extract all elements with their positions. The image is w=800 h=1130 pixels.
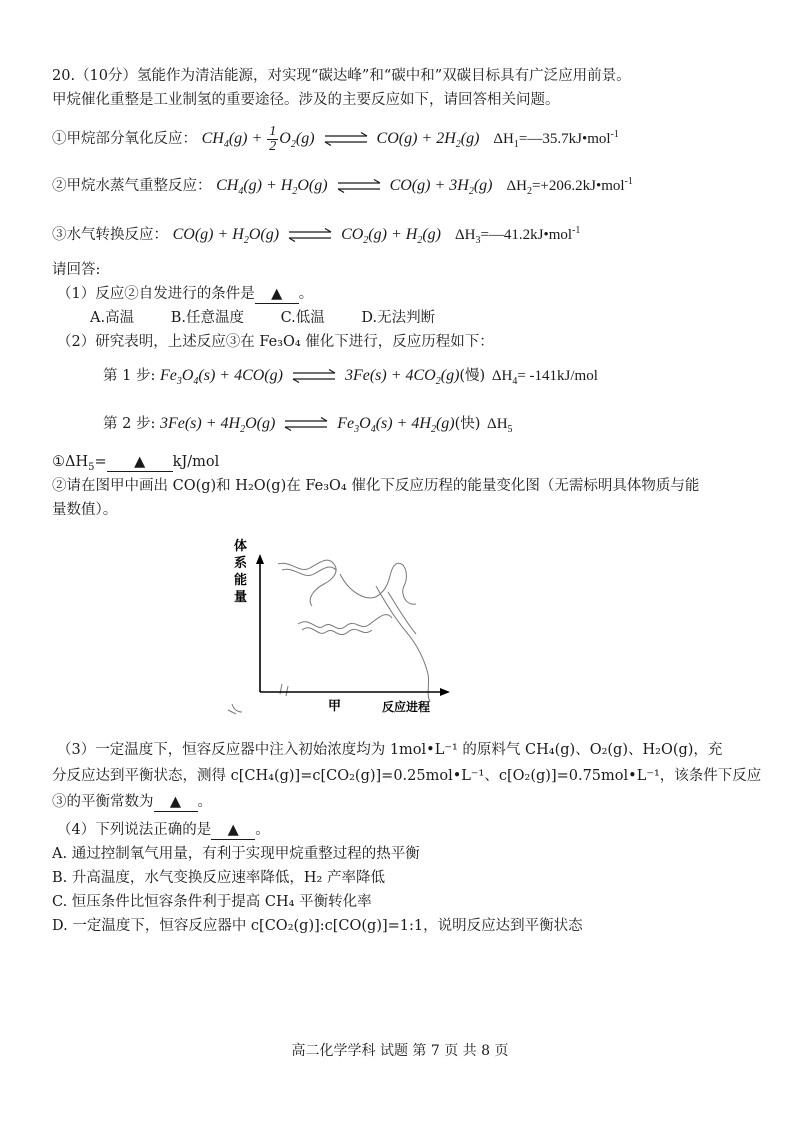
q4-option-d[interactable]: D. 一定温度下，恒容反应器中 c[CO₂(g)]:c[CO(g)]=1:1，说明反应达到平衡状态 bbox=[52, 918, 583, 934]
q2-step-2: 第 2 步: $3Fe(s) + 4H_2O(g) Fe_3O_4(s) + 4H_2(g)$(快) $\Delta H_5$ bbox=[103, 415, 513, 436]
equilibrium-arrow-icon bbox=[336, 179, 382, 193]
reaction-1-equation: $CH_4(g)$ + $\frac{1}{2}$ $O_2(g) CO(g) + 2H_2(g)$ bbox=[201, 123, 480, 154]
q3-line-3: ③的平衡常数为 ▲ 。 bbox=[52, 794, 212, 810]
y-axis-label-3: 能 bbox=[234, 573, 248, 588]
intro-line-1: 氢能作为清洁能源，对实现“碳达峰”和“碳中和”双碳目标具有广泛应用前景。 bbox=[137, 68, 631, 84]
y-axis-label-1: 体 bbox=[234, 539, 248, 554]
question-score: （10分） bbox=[75, 68, 138, 84]
q4-stem: （4）下列说法正确的是 ▲ 。 bbox=[57, 822, 270, 838]
q2-answer-blank[interactable]: ▲ bbox=[107, 453, 173, 472]
q4-option-b[interactable]: B. 升高温度，水气变换反应速率降低，H₂ 产率降低 bbox=[52, 870, 385, 886]
y-axis-label-4: 量 bbox=[234, 590, 248, 605]
reaction-2-label: ②甲烷水蒸气重整反应： bbox=[52, 178, 212, 194]
q4-option-a[interactable]: A. 通过控制氧气用量，有利于实现甲烷重整过程的热平衡 bbox=[52, 846, 420, 862]
reaction-2-enthalpy: $\Delta H_2=+206.2kJ•mol^{-1}$ bbox=[506, 176, 633, 197]
energy-diagram bbox=[220, 534, 450, 718]
question-number: 20. bbox=[52, 68, 76, 84]
reaction-1-enthalpy: $\Delta H_1=—35.7kJ•mol^{-1}$ bbox=[493, 129, 619, 150]
question-header bbox=[52, 66, 631, 86]
q1-option-c[interactable]: C.低温 bbox=[280, 310, 325, 326]
q2-stem: （2）研究表明，上述反应③在 Fe₃O₄ 催化下进行，反应历程如下： bbox=[57, 334, 494, 350]
equilibrium-arrow-icon bbox=[283, 417, 329, 431]
q2-sub-1: $①\Delta H_5=$ ▲ kJ/mol bbox=[52, 454, 220, 473]
q2-sub-2-line-2: 量数值）。 bbox=[52, 502, 118, 518]
equilibrium-arrow-icon bbox=[323, 132, 369, 146]
reaction-3-enthalpy: $\Delta H_3=—41.2kJ•mol^{-1}$ bbox=[454, 225, 581, 246]
q1-answer-blank[interactable]: ▲ bbox=[255, 285, 299, 304]
equilibrium-arrow-icon bbox=[291, 369, 337, 383]
reaction-1-label: ①甲烷部分氧化反应： bbox=[52, 131, 197, 147]
fraction-half: $\frac{1}{2}$ bbox=[269, 123, 277, 154]
q4-option-c[interactable]: C. 恒压条件比恒容条件利于提高 CH₄ 平衡转化率 bbox=[52, 894, 372, 910]
background-sketch bbox=[228, 560, 430, 714]
reaction-2-equation: $CH_4(g) + H_2O(g) CO(g) + 3H_2(g)$ bbox=[216, 177, 493, 198]
reaction-3-equation: $CO(g) + H_2O(g) CO_2(g) + H_2(g)$ bbox=[172, 226, 441, 247]
figure-caption: 甲 bbox=[328, 699, 342, 714]
q1-option-d[interactable]: D.无法判断 bbox=[361, 310, 436, 326]
q1-option-b[interactable]: B.任意温度 bbox=[170, 310, 244, 326]
reaction-2 bbox=[52, 176, 633, 196]
q4-answer-blank[interactable]: ▲ bbox=[211, 821, 255, 840]
y-axis-label-2: 系 bbox=[234, 556, 248, 571]
q1-options bbox=[90, 308, 467, 328]
x-axis-arrowhead bbox=[440, 688, 450, 696]
reaction-3 bbox=[52, 225, 580, 245]
reaction-3-label: ③水气转换反应： bbox=[52, 227, 168, 243]
q1-option-a[interactable]: A.高温 bbox=[90, 310, 135, 326]
q3-answer-blank[interactable]: ▲ bbox=[154, 793, 198, 812]
ask-label: 请回答: bbox=[52, 262, 101, 278]
equilibrium-arrow-icon bbox=[287, 228, 333, 242]
reaction-1 bbox=[52, 124, 619, 154]
page-footer: 高二化学学科 试题 第 7 页 共 8 页 bbox=[291, 1043, 509, 1059]
q1-stem: （1）反应②自发进行的条件是 ▲ 。 bbox=[57, 286, 314, 302]
q3-line-1: （3）一定温度下，恒容反应器中注入初始浓度均为 1mol•L⁻¹ 的原料气 CH₄(g)、O₂(g)、H₂O(g)，充 bbox=[57, 742, 723, 758]
intro-line-2: 甲烷催化重整是工业制氢的重要途径。涉及的主要反应如下，请回答相关问题。 bbox=[52, 92, 560, 108]
q2-step-1: 第 1 步: $Fe_3O_4(s) + 4CO(g) 3Fe(s) + 4CO_2(g)$(慢) $\Delta H_4= -141kJ/mol$ bbox=[103, 367, 598, 388]
x-axis-label: 反应进程 bbox=[382, 700, 431, 714]
q2-sub-2-line-1: ②请在图甲中画出 CO(g)和 H₂O(g)在 Fe₃O₄ 催化下反应历程的能量变化图（无需标明具体物质与能 bbox=[52, 478, 700, 494]
q3-line-2: 分反应达到平衡状态，测得 c[CH₄(g)]=c[CO₂(g)]=0.25mol•L⁻¹、c[O₂(g)]=0.75mol•L⁻¹，该条件下反应 bbox=[52, 768, 762, 784]
y-axis-arrowhead bbox=[256, 554, 264, 564]
